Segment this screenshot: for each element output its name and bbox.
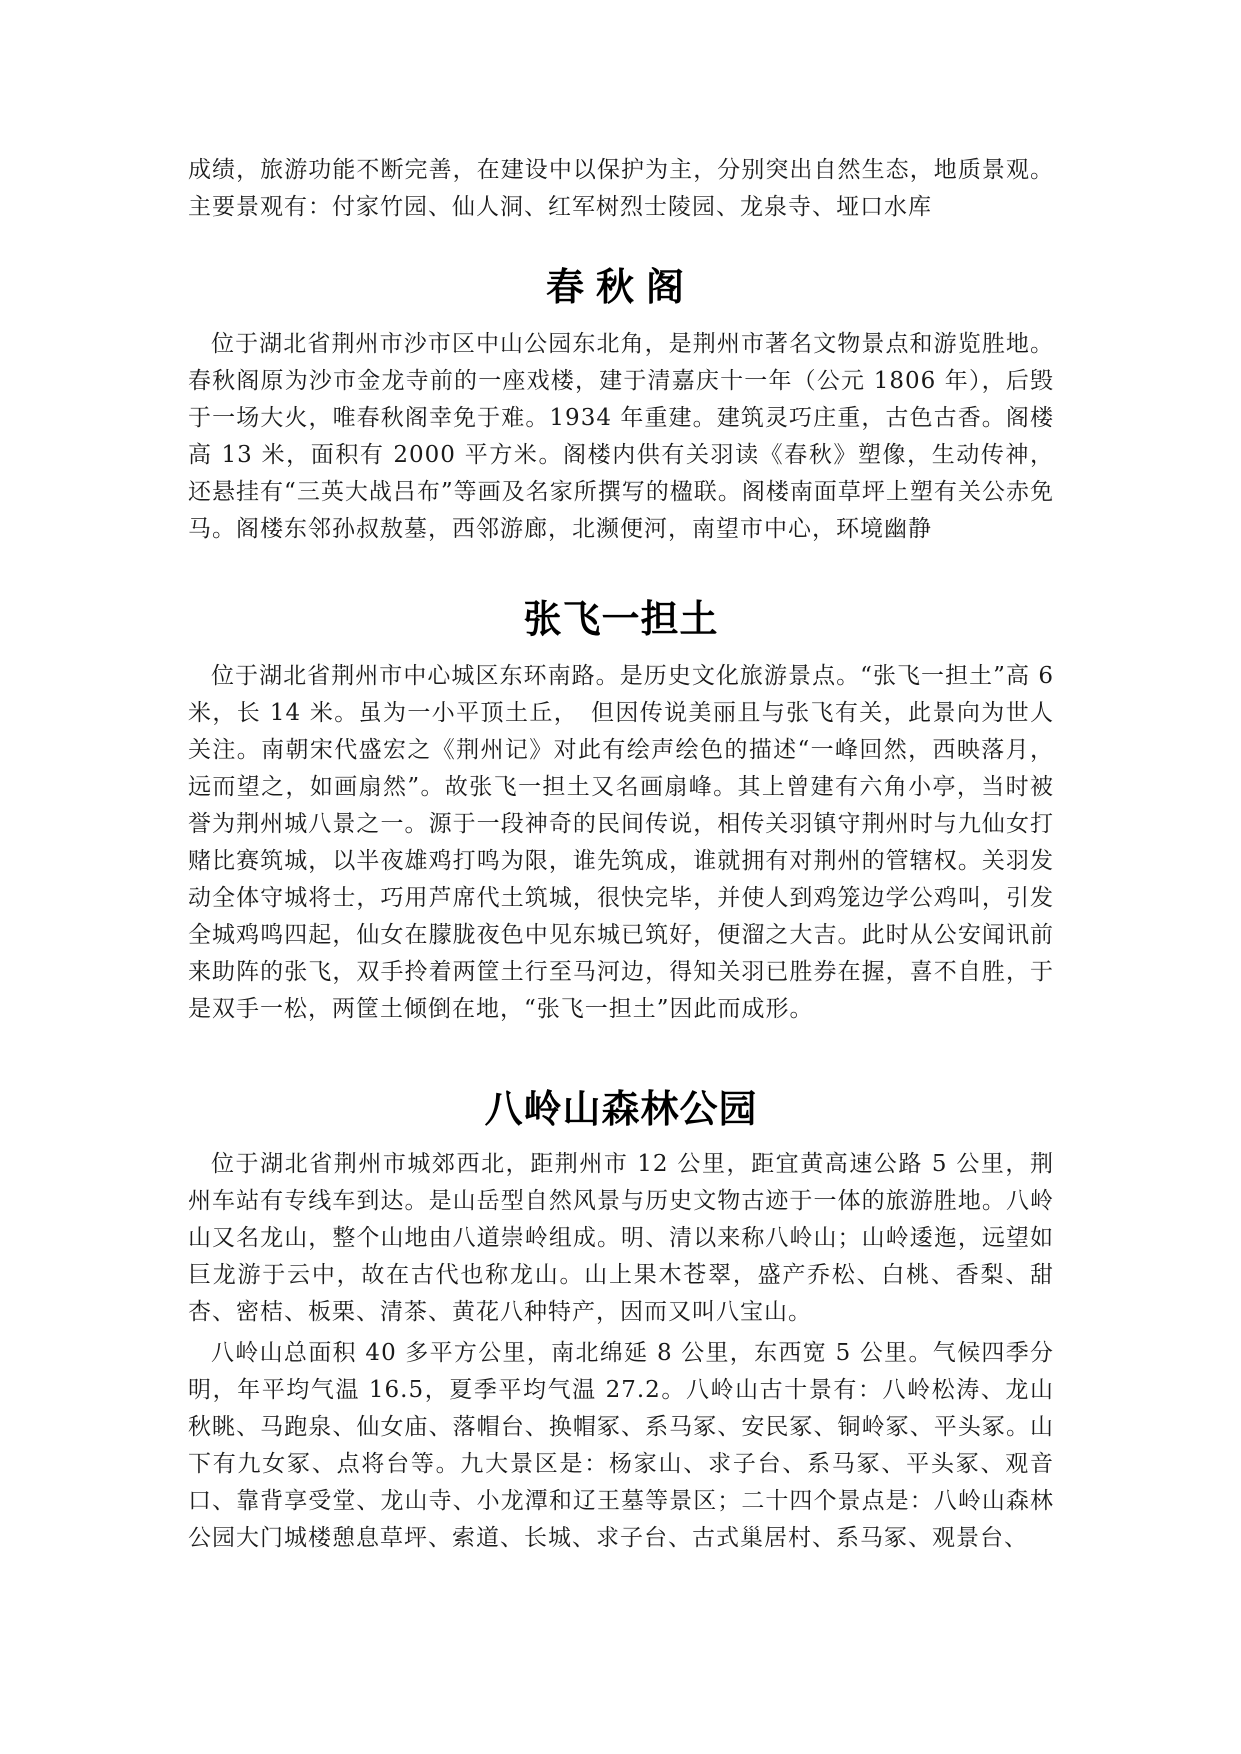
chunqiuge-paragraph: 位于湖北省荆州市沙市区中山公园东北角，是荆州市著名文物景点和游览胜地。春秋阁原为沙市金龙寺前的一座戏楼，建于清嘉庆十一年（公元 1806 年），后毁于一场大火，唯春秋阁幸免于难。1934 年重建。建筑灵巧庄重，古色古香。阁楼高 13 米，面积有 2000 平方米。阁楼内供有关羽读《春秋》塑像，生动传神，还悬挂有“三英大战吕布”等画及名家所撰写的楹联。阁楼南面草坪上塑有关公赤免马。阁楼东邻孙叔敖墓，西邻游廊，北濒便河，南望市中心，环境幽静 [188,331,1054,542]
section-title-chunqiuge: 春秋阁 [545,265,696,309]
zhangfei-paragraph: 位于湖北省荆州市中心城区东环南路。是历史文化旅游景点。“张飞一担土”高 6 米，长 14 米。虽为一小平顶土丘， 但因传说美丽且与张飞有关，此景向为世人关注。南朝宋代盛宏之《荆州记》对此有绘声绘色的描述“一峰回然，西映落月，远而望之，如画扇然”。故张飞一担土又名画扇峰。其上曾建有六角小亭，当时被誉为荆州城八景之一。源于一段神奇的民间传说，相传关羽镇守荆州时与九仙女打赌比赛筑城，以半夜雄鸡打鸣为限，谁先筑成，谁就拥有对荆州的管辖权。关羽发动全体守城将士，巧用芦席代土筑城，很快完毕，并使人到鸡笼边学公鸡叫，引发全城鸡鸣四起，仙女在朦胧夜色中见东城已筑好，便溜之大吉。此时从公安闻讯前来助阵的张飞，双手拎着两筐土行至马河边，得知关羽已胜券在握，喜不自胜，于是双手一松，两筐土倾倒在地，“张飞一担土”因此而成形。 [188,663,1054,1022]
section-title-balingshan: 八岭山森林公园 [484,1087,758,1131]
balingshan-paragraph-2: 八岭山总面积 40 多平方公里，南北绵延 8 公里，东西宽 5 公里。气候四季分明，年平均气温 16.5，夏季平均气温 27.2。八岭山古十景有：八岭松涛、龙山秋眺、马跑泉、仙女庙、落帽台、换帽冢、系马冢、安民冢、铜岭冢、平头冢。山下有九女冢、点将台等。九大景区是：杨家山、求子台、系马冢、平头冢、观音口、靠背享受堂、龙山寺、小龙潭和辽王墓等景区；二十四个景点是：八岭山森林公园大门城楼憩息草坪、索道、长城、求子台、古式巢居村、系马冢、观景台、 [188,1340,1054,1551]
document-page [188,152,1054,1557]
balingshan-paragraph-1: 位于湖北省荆州市城郊西北，距荆州市 12 公里，距宜黄高速公路 5 公里，荆州车站有专线车到达。是山岳型自然风景与历史文物古迹于一体的旅游胜地。八岭山又名龙山，整个山地由八道崇岭组成。明、清以来称八岭山；山岭逶迤，远望如巨龙游于云中，故在古代也称龙山。山上果木苍翠，盛产乔松、白桃、香梨、甜杏、密桔、板栗、清茶、黄花八种特产，因而又叫八宝山。 [188,1151,1054,1325]
intro-paragraph: 成绩，旅游功能不断完善，在建设中以保护为主，分别突出自然生态，地质景观。主要景观有：付家竹园、仙人洞、红军树烈士陵园、龙泉寺、垭口水库 [188,157,1054,220]
section-title-zhangfei: 张飞一担土 [523,597,719,641]
